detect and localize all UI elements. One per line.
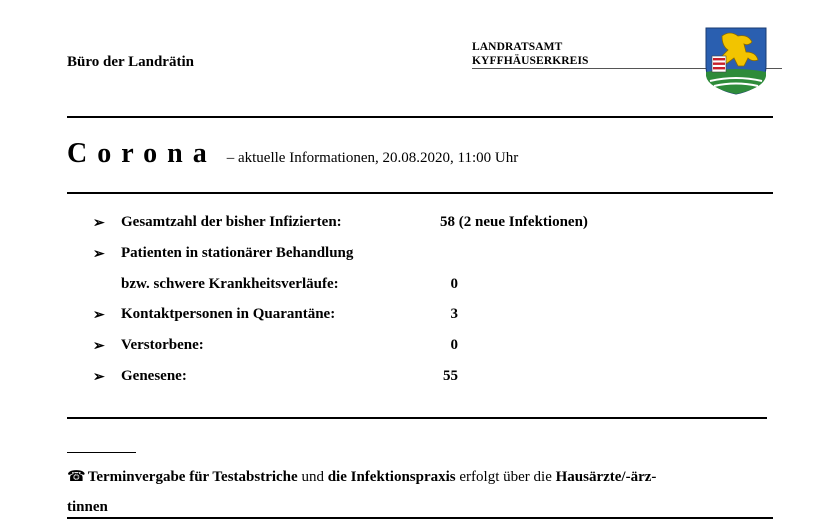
telephone-icon: ☎ — [67, 469, 86, 485]
note-bold-2: die Infektionspraxis — [327, 469, 456, 485]
note-text-1: und — [297, 469, 328, 485]
stats-divider — [67, 417, 767, 419]
arrow-bullet-icon: ➢ — [93, 308, 105, 324]
agency-name — [472, 40, 589, 68]
stat-value: 0 — [450, 275, 458, 292]
stat-label: bzw. schwere Krankheitsverläufe: — [121, 275, 339, 292]
office-name: Büro der Landrätin — [67, 54, 194, 70]
stat-value: 58 (2 neue Infektionen) — [440, 214, 588, 230]
note-bold-4: tinnen — [67, 499, 108, 515]
arrow-bullet-icon: ➢ — [93, 369, 105, 385]
arrow-bullet-icon: ➢ — [93, 216, 105, 231]
stat-label: Kontaktpersonen in Quarantäne: — [121, 306, 336, 323]
stat-label: Patienten in stationärer Behandlung — [121, 244, 354, 261]
footnote-rule — [67, 452, 136, 453]
agency-line-1: LANDRATSAMT — [472, 41, 563, 53]
stat-label: Genesene: — [121, 367, 187, 384]
agency-line-2: KYFFHÄUSERKREIS — [472, 55, 589, 67]
stat-label: Gesamtzahl der bisher Infizierten: — [121, 214, 342, 230]
title-subtitle: – aktuelle Informationen, 20.08.2020, 11:00 Uhr — [226, 150, 519, 166]
note-text-2: erfolgt über die — [455, 469, 556, 485]
note-bold-3: Hausärzte/-ärz- — [555, 469, 657, 485]
stat-value: 3 — [450, 306, 458, 323]
title-word: Corona — [67, 138, 217, 169]
appointment-note — [67, 462, 777, 522]
note-underline — [67, 517, 773, 519]
stat-value: 0 — [450, 337, 458, 354]
stat-value: 55 — [443, 367, 458, 384]
page-title — [67, 138, 518, 170]
arrow-bullet-icon: ➢ — [93, 339, 105, 355]
arrow-bullet-icon: ➢ — [93, 246, 105, 262]
header-divider — [67, 116, 773, 118]
coat-of-arms-lion-icon — [704, 26, 768, 96]
stat-label: Verstorbene: — [121, 337, 204, 354]
title-divider — [67, 192, 773, 194]
note-bold-1: Terminvergabe für Testabstriche — [87, 469, 298, 485]
